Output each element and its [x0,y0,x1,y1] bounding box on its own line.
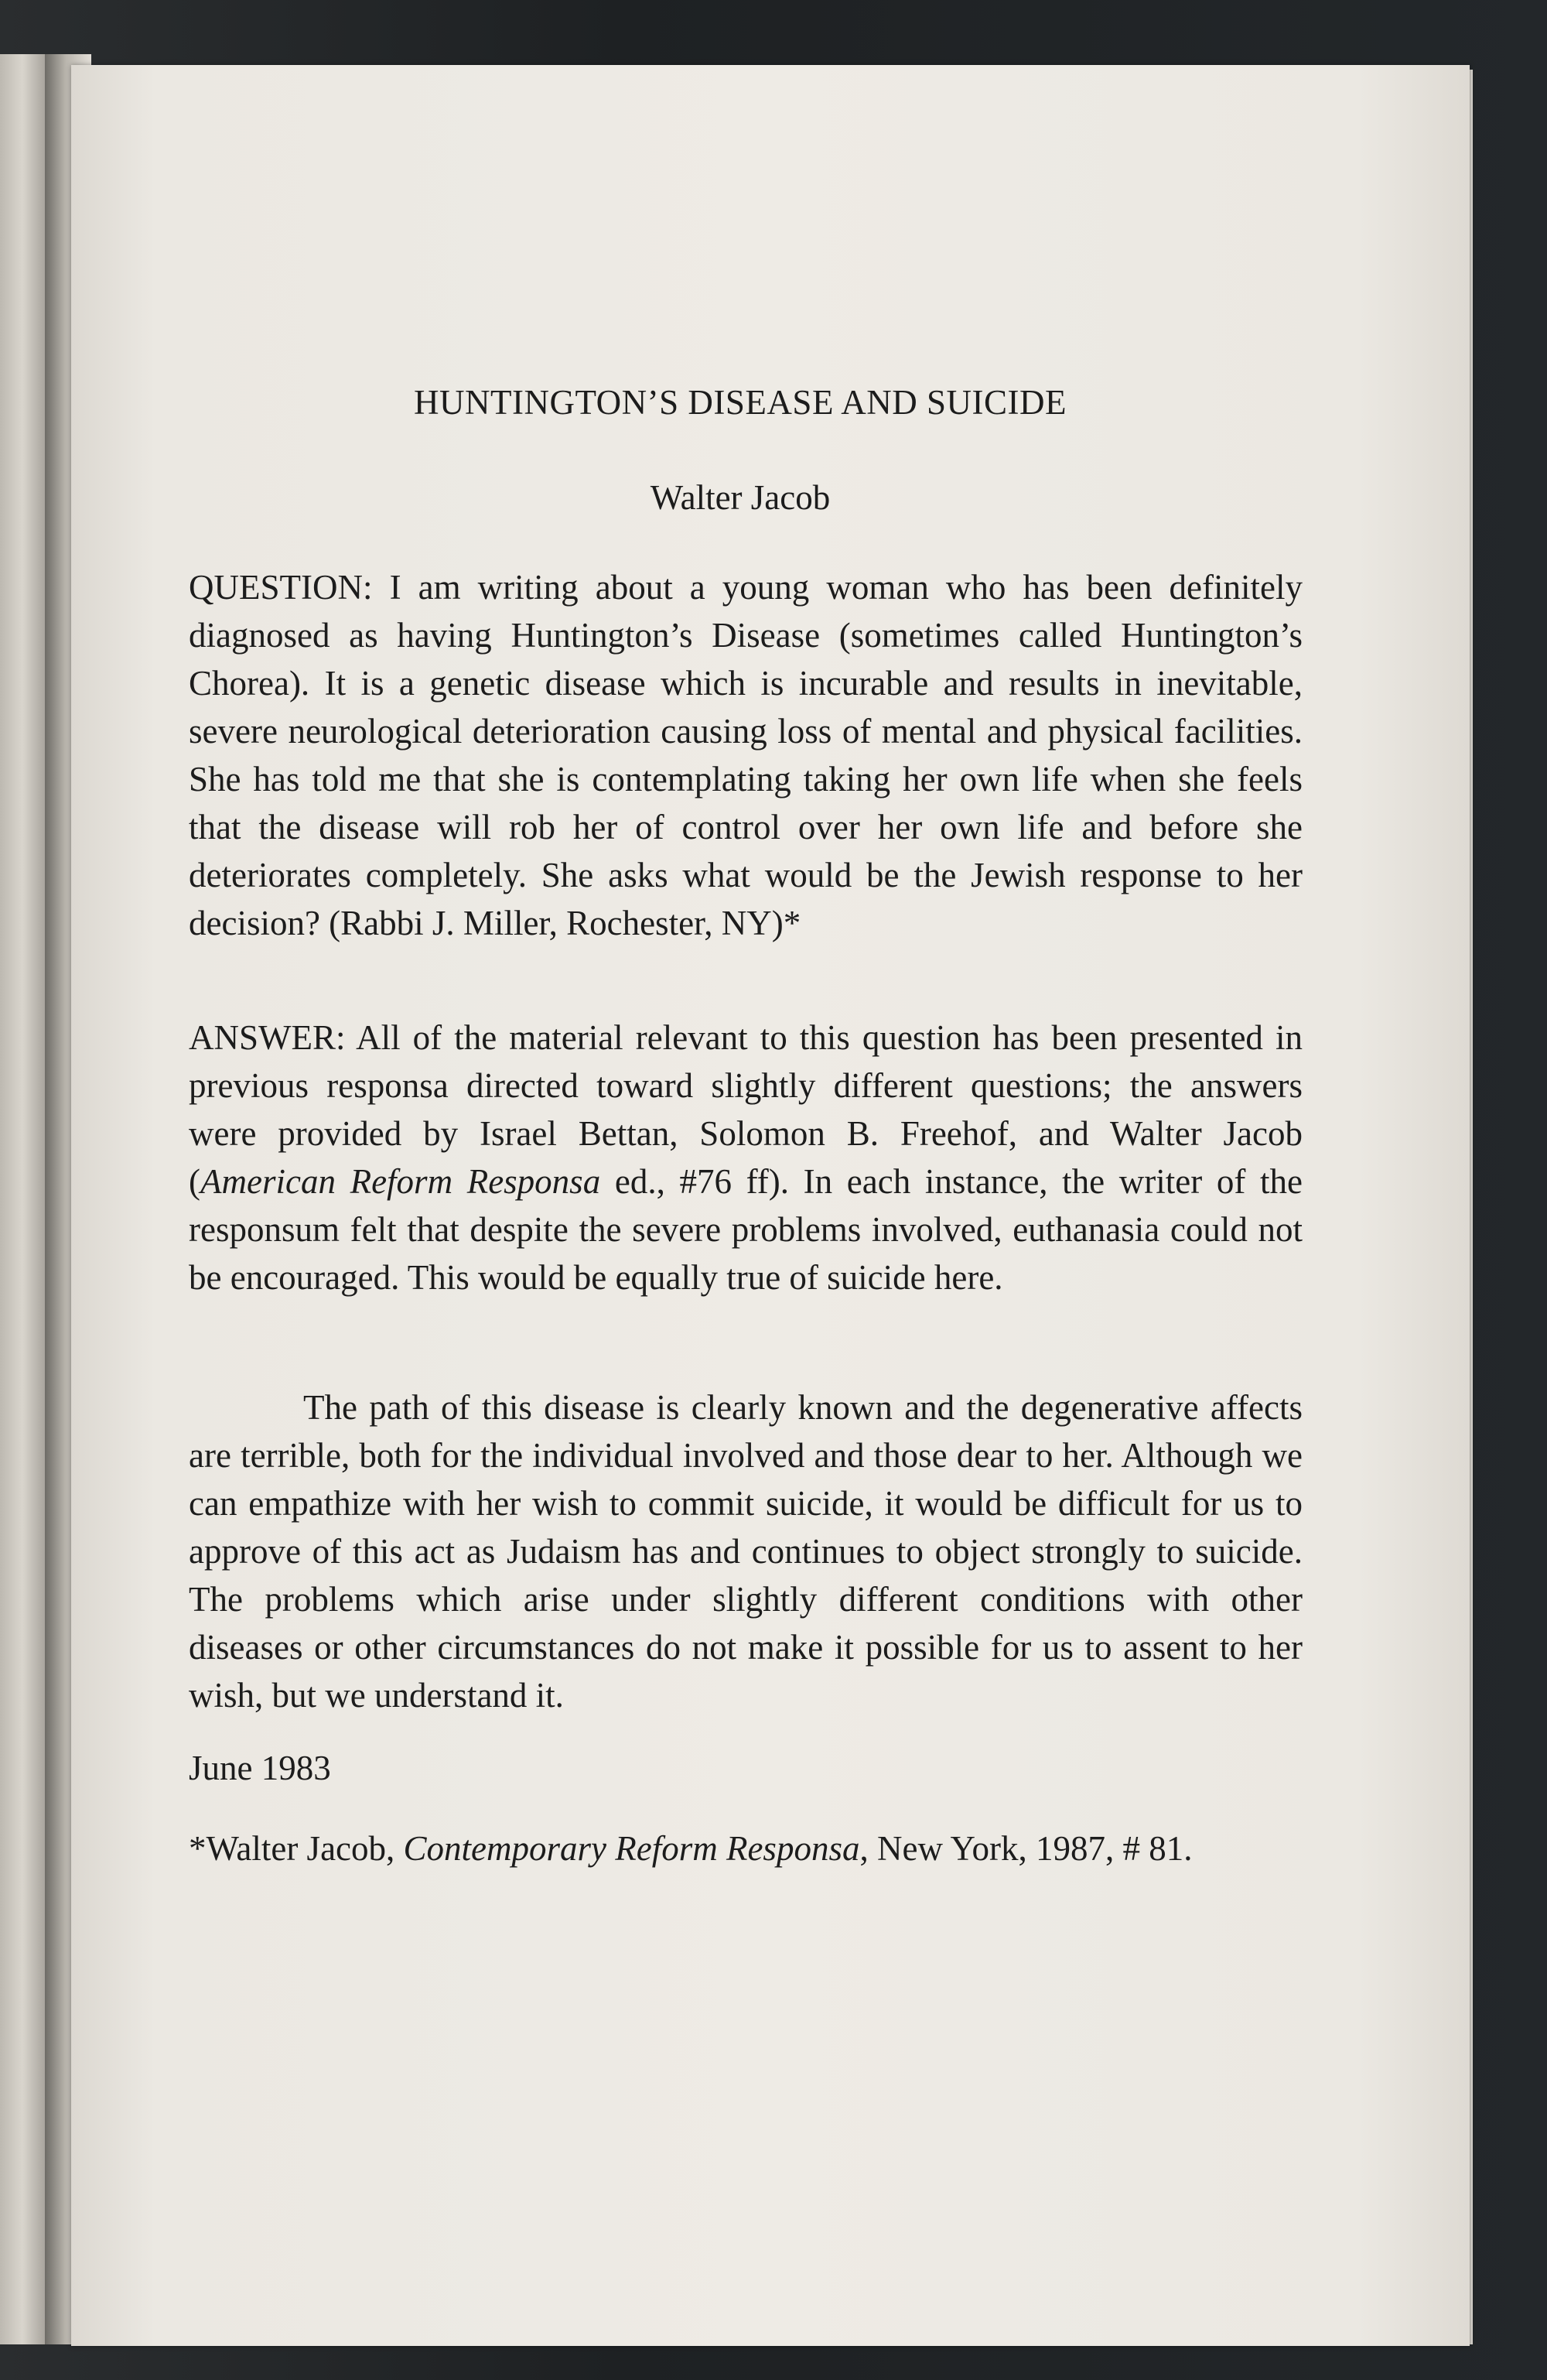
date-line: June 1983 [189,1749,331,1787]
discussion-paragraph: The path of this disease is clearly known and the degenerative affects are terrible, both for the individual involved and those dear to her. Although we can empathize with her wish to commit suicide, it would be difficult for us to approve of this act as Judaism has and continues to object strongly to suicide. The problems which arise under slightly different conditions with other diseases or other circumstances do not make it possible for us to assent to her wish, but we understand it. [189,1388,1303,1715]
question-label: QUESTION: [189,568,373,607]
footnote-book-title: Contemporary Reform Responsa [403,1829,860,1868]
answer-book-title: American Reform Responsa [200,1162,601,1201]
book-page [71,65,1470,2346]
author-name: Walter Jacob [650,478,831,517]
answer-text-start: All of the material relevant to this question has been presented in previous responsa directed toward slightly different questions; the answers were provided by Israel Bettan, Solomon B. Freehof, and Walter Jacob ( [189,1018,1303,1201]
question-paragraph [189,563,1303,947]
footnote [189,1824,1193,1872]
footnote-suffix: , New York, 1987, # 81. [859,1829,1193,1868]
answer-paragraph [189,1014,1303,1301]
left-page-edge [0,54,45,2344]
question-text: I am writing about a young woman who has been definitely diagnosed as having Huntington’s Disease (sometimes called Huntington’s Chorea). It is a genetic disease which is incurable and results in inevitable, severe neurological deterioration causing loss of mental and physical facilities. She has told me that she is contemplating taking her own life when she feels that the disease will rob her of control over her own life and before she deteriorates completely. She asks what would be the Jewish response to her decision? (Rabbi J. Miller, Rochester, NY)* [189,568,1303,942]
answer-label: ANSWER: [189,1018,346,1057]
footnote-prefix: *Walter Jacob, [189,1829,404,1868]
answer-text-end: ed., #76 ff). In each instance, the writer of the responsum felt that despite the severe problems involved, euthanasia could not be encouraged. This would be equally true of suicide here. [189,1162,1303,1297]
page-title: HUNTINGTON’S DISEASE AND SUICIDE [414,383,1067,422]
